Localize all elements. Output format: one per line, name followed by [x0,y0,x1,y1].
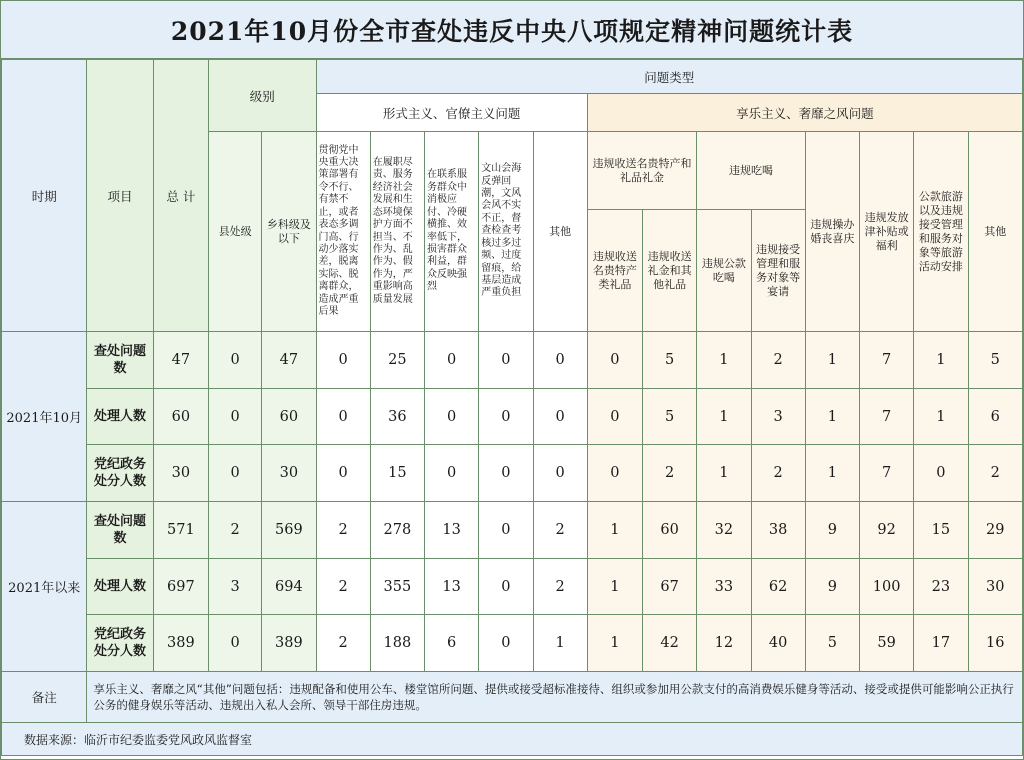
header-gifts: 违规收送名贵特产和礼品礼金 [587,132,697,210]
value-cell: 0 [479,445,533,502]
value-cell: 92 [860,502,914,559]
value-cell: 1 [805,389,859,445]
value-cell: 2 [533,502,587,559]
page-title: 2021年10月份全市查处违反中央八项规定精神问题统计表 [1,1,1023,59]
header-hedonism-6: 违规发放津补贴或福利 [860,132,914,332]
value-cell: 2 [208,502,261,559]
value-cell: 0 [533,332,587,389]
value-cell: 7 [860,445,914,502]
value-cell: 0 [208,389,261,445]
value-cell: 2 [316,559,370,615]
value-cell: 0 [208,615,261,672]
header-formalism-other: 其他 [533,132,587,332]
value-cell: 2 [751,445,805,502]
stats-table [1,59,1023,756]
value-cell: 30 [968,559,1022,615]
header-formalism-3: 在联系服务群众中消极应付、冷硬横推、效率低下，损害群众利益，群众反映强烈 [425,132,479,332]
value-cell: 62 [751,559,805,615]
value-cell: 1 [587,559,642,615]
value-cell: 2 [751,332,805,389]
value-cell: 0 [479,332,533,389]
value-cell: 3 [208,559,261,615]
header-period: 时期 [2,60,87,332]
value-cell: 100 [860,559,914,615]
header-hedonism-7: 公款旅游以及违规接受管理和服务对象等旅游活动安排 [914,132,968,332]
value-cell: 30 [262,445,316,502]
header-county-level: 县处级 [208,132,261,332]
note-text: 享乐主义、奢靡之风“其他”问题包括：违规配备和使用公车、楼堂馆所问题、提供或接受超标准接待、组织或参加用公款支付的高消费娱乐健身等活动、接受或提供可能影响公正执行公务的健身娱乐等活动、违规出入私人会所、领导干部住房违规。 [87,672,1023,723]
value-cell: 0 [425,445,479,502]
value-cell: 5 [968,332,1022,389]
value-cell: 25 [370,332,424,389]
header-hedonism-5: 违规操办婚丧喜庆 [805,132,859,332]
value-cell: 7 [860,332,914,389]
value-cell: 0 [479,559,533,615]
value-cell: 13 [425,559,479,615]
header-formalism-4: 文山会海反弹回潮，文风会风不实不正，督查检查考核过多过频、过度留痕，给基层造成严重负担 [479,132,533,332]
value-cell: 355 [370,559,424,615]
value-cell: 0 [533,389,587,445]
value-cell: 2 [533,559,587,615]
value-cell: 0 [533,445,587,502]
value-cell: 12 [697,615,751,672]
header-problem-type: 问题类型 [316,60,1023,94]
value-cell: 32 [697,502,751,559]
value-cell: 17 [914,615,968,672]
value-cell: 2 [316,615,370,672]
value-cell: 1 [914,389,968,445]
value-cell: 1 [587,502,642,559]
header-hedonism-other: 其他 [968,132,1022,332]
value-cell: 6 [425,615,479,672]
value-cell: 0 [587,389,642,445]
value-cell: 0 [425,332,479,389]
value-cell: 694 [262,559,316,615]
header-total: 总 计 [153,60,208,332]
value-cell: 59 [860,615,914,672]
value-cell: 9 [805,502,859,559]
value-cell: 15 [370,445,424,502]
row-label: 处理人数 [87,559,153,615]
value-cell: 0 [208,445,261,502]
header-township-level: 乡科级及以下 [262,132,316,332]
value-cell: 0 [587,332,642,389]
row-label: 处理人数 [87,389,153,445]
value-cell: 188 [370,615,424,672]
value-cell: 5 [805,615,859,672]
value-cell: 571 [153,502,208,559]
note-label: 备注 [2,672,87,723]
value-cell: 0 [479,502,533,559]
value-cell: 29 [968,502,1022,559]
data-source: 数据来源：临沂市纪委监委党风政风监督室 [2,723,1023,756]
value-cell: 6 [968,389,1022,445]
value-cell: 0 [479,615,533,672]
header-hedonism: 享乐主义、奢靡之风问题 [587,94,1022,132]
value-cell: 0 [316,332,370,389]
table-row [2,559,1023,615]
header-hedonism-4: 违规接受管理和服务对象等宴请 [751,210,805,332]
table-row [2,332,1023,389]
value-cell: 5 [643,332,697,389]
value-cell: 38 [751,502,805,559]
table-row [2,615,1023,672]
value-cell: 1 [587,615,642,672]
value-cell: 16 [968,615,1022,672]
value-cell: 2 [316,502,370,559]
header-formalism-1: 贯彻党中央重大决策部署有令不行、有禁不止，或者表态多调门高、行动少落实差，脱离实际、脱离群众，造成严重后果 [316,132,370,332]
row-label: 查处问题数 [87,502,153,559]
value-cell: 0 [208,332,261,389]
header-item: 项目 [87,60,153,332]
row-label: 党纪政务处分人数 [87,445,153,502]
row-label: 查处问题数 [87,332,153,389]
value-cell: 30 [153,445,208,502]
value-cell: 569 [262,502,316,559]
header-eating: 违规吃喝 [697,132,806,210]
value-cell: 1 [697,332,751,389]
value-cell: 1 [697,445,751,502]
value-cell: 7 [860,389,914,445]
value-cell: 1 [697,389,751,445]
value-cell: 0 [914,445,968,502]
header-hedonism-3: 违规公款吃喝 [697,210,751,332]
value-cell: 5 [643,389,697,445]
value-cell: 0 [479,389,533,445]
value-cell: 1 [805,332,859,389]
value-cell: 60 [262,389,316,445]
value-cell: 389 [262,615,316,672]
value-cell: 36 [370,389,424,445]
value-cell: 1 [533,615,587,672]
period-cell: 2021年10月 [2,332,87,502]
header-formalism: 形式主义、官僚主义问题 [316,94,587,132]
period-cell: 2021年以来 [2,502,87,672]
value-cell: 60 [643,502,697,559]
header-level: 级别 [208,60,316,132]
value-cell: 0 [316,389,370,445]
value-cell: 47 [262,332,316,389]
table-row [2,389,1023,445]
value-cell: 67 [643,559,697,615]
value-cell: 0 [316,445,370,502]
header-hedonism-2: 违规收送礼金和其他礼品 [643,210,697,332]
value-cell: 697 [153,559,208,615]
value-cell: 23 [914,559,968,615]
row-label: 党纪政务处分人数 [87,615,153,672]
value-cell: 2 [643,445,697,502]
value-cell: 0 [587,445,642,502]
value-cell: 15 [914,502,968,559]
value-cell: 389 [153,615,208,672]
value-cell: 278 [370,502,424,559]
value-cell: 60 [153,389,208,445]
value-cell: 13 [425,502,479,559]
table-row [2,445,1023,502]
value-cell: 1 [805,445,859,502]
value-cell: 40 [751,615,805,672]
value-cell: 0 [425,389,479,445]
value-cell: 42 [643,615,697,672]
table-row [2,502,1023,559]
value-cell: 1 [914,332,968,389]
value-cell: 33 [697,559,751,615]
header-hedonism-1: 违规收送名贵特产类礼品 [587,210,642,332]
value-cell: 9 [805,559,859,615]
value-cell: 3 [751,389,805,445]
value-cell: 2 [968,445,1022,502]
header-formalism-2: 在履职尽责、服务经济社会发展和生态环境保护方面不担当、不作为、乱作为、假作为，严重影响高质量发展 [370,132,424,332]
value-cell: 47 [153,332,208,389]
